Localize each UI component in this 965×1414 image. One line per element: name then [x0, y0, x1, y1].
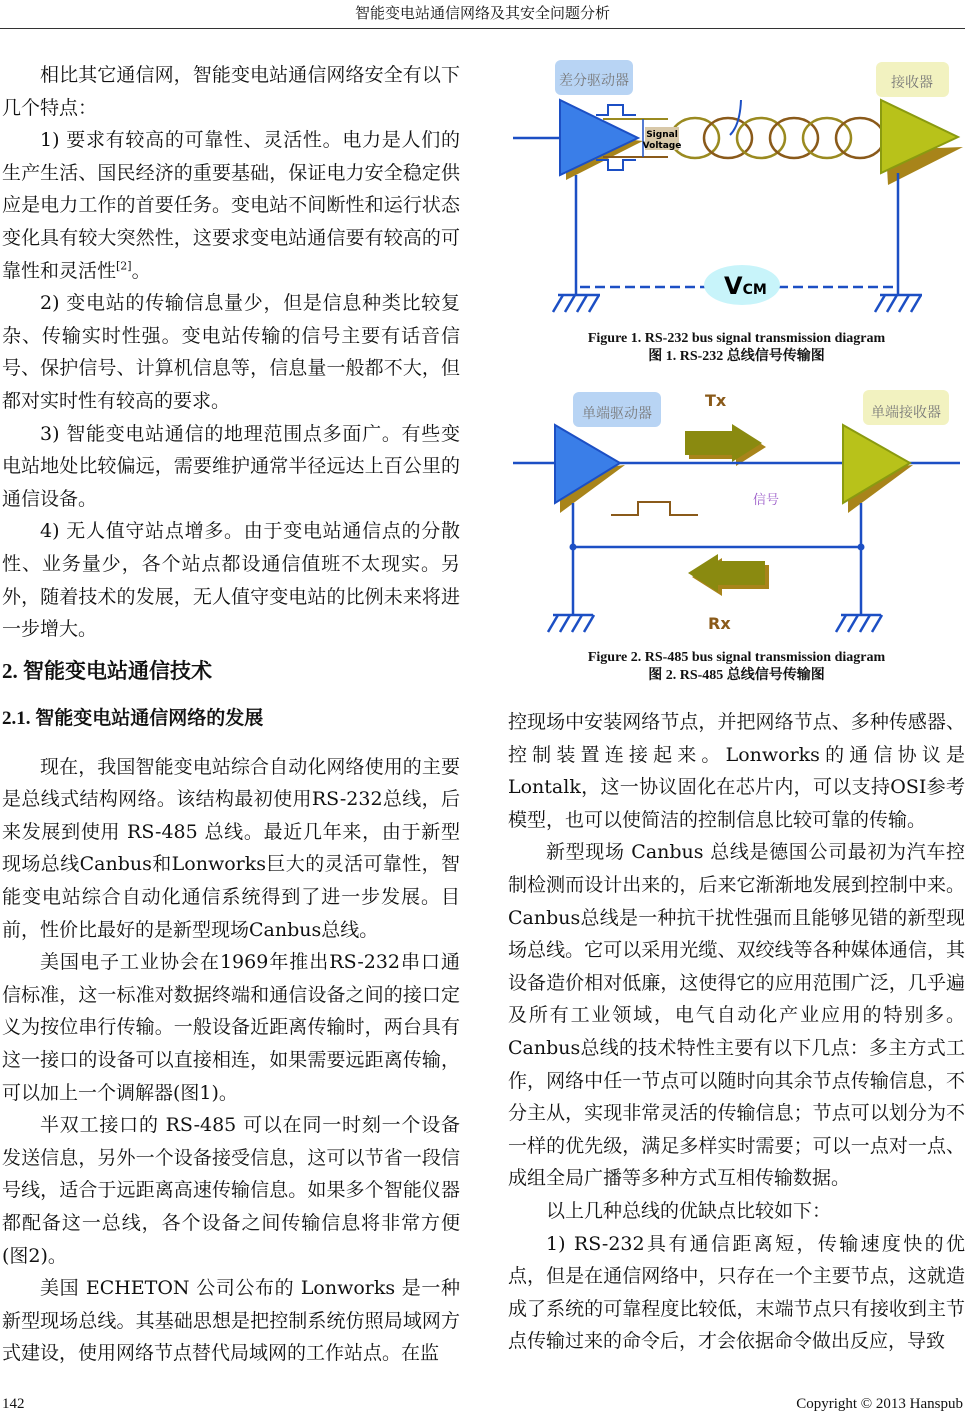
receiver-label: 单端接收器 — [871, 405, 941, 421]
figure-1-diagram — [508, 55, 965, 315]
paragraph: 1) RS-232具有通信距离短，传输速度快的优点，但是在通信网络中，只存在一个主要节点，这就造成了系统的可靠程度比较低，末端节点只有接收到主节点传输过来的命令后，才会依据命令做出反应，导致 — [508, 1232, 965, 1353]
ground-icon — [553, 295, 600, 312]
paragraph: 4) 无人值守站点增多。由于变电站通信点的分散性、业务量少，各个站点都设通信值班不太现实。另外，随着技术的发展，无人值守变电站的比例未来将进一步增大。 — [2, 520, 460, 641]
ground-icon — [875, 295, 922, 312]
figure-2-caption-en: Figure 2. RS-485 bus signal transmission diagram — [587, 650, 886, 665]
paragraph: 2) 变电站的传输信息量少，但是信息种类比较复杂、传输实时性强。变电站传输的信号主要有话音信号、保护信号、计算机信息等，信息量一般都不大，但都对实时性有较高的要求。 — [2, 292, 460, 412]
running-header: 智能变电站通信网络及其安全问题分析 — [354, 4, 610, 22]
ground-icon — [548, 615, 594, 632]
voltage-label: Voltage — [642, 141, 682, 151]
paragraph-text: 。 — [131, 259, 151, 282]
ground-icon — [836, 615, 882, 632]
signal-label: 信号 — [753, 493, 780, 508]
driver-triangle-icon — [560, 100, 638, 175]
receiver-label: 接收器 — [891, 75, 933, 91]
paragraph: 3) 智能变电站通信的地理范围点多面广。有些变电站地处比较偏远，需要维护通常半径远达上百公里的通信设备。 — [2, 422, 460, 510]
paragraph: 美国 ECHETON 公司公布的 Lonworks 是一种新型现场总线。其基础思想是把控制系统仿照局域网方式建设，使用网络节点替代局域网的工作站点。在监 — [2, 1277, 460, 1365]
section-heading: 2. 智能变电站通信技术 — [2, 658, 212, 683]
paragraph: 美国电子工业协会在1969年推出RS-232串口通信标准，这一标准对数据终端和通信设备之间的接口定义为按位串行传输。一般设备近距离传输时，两台具有这一接口的设备可以直接相连，如果需要远距离传输，可以加上一个调解器(图1)。 — [2, 951, 460, 1104]
paragraph: 现在，我国智能变电站综合自动化网络使用的主要是总线式结构网络。该结构最初使用RS-232总线，后来发展到使用 RS-485 总线。最近几年来，由于新型现场总线Canbus和Lonworks巨大的灵活可靠性，智能变电站综合自动化通信系统得到了进一步发展。目前，性价比最好的是新型现场Canbus总线。 — [2, 755, 460, 941]
header-divider — [0, 28, 965, 29]
figure-2-caption-zh: 图 2. RS-485 总线信号传输图 — [648, 668, 825, 683]
paragraph: 控现场中安装网络节点，并把网络节点、多种传感器、控制装置连接起来。Lonworks的通信协议是Lontalk，这一协议固化在芯片内，可以支持OSI参考模型，也可以使简洁的控制信息比较可靠的传输。 — [508, 711, 965, 831]
left-column — [2, 59, 460, 1370]
paragraph — [2, 124, 460, 287]
paragraph-text: 1) 要求有较高的可靠性、灵活性。电力是人们的生产生活、国民经济的重要基础，保证电力安全稳定供应是电力工作的首要任务。变电站不间断性和运行状态变化具有较大突然性，这要求变电站通信要有较高的可靠性和灵活性 — [2, 129, 460, 282]
citation[interactable]: [2] — [116, 259, 132, 273]
paragraph: 以上几种总线的优缺点比较如下： — [546, 1199, 832, 1222]
page-number: 142 — [2, 1396, 25, 1412]
paragraph: 相比其它通信网，智能变电站通信网络安全有以下几个特点： — [2, 64, 460, 119]
driver-label: 单端驱动器 — [582, 406, 652, 422]
copyright: Copyright © 2013 Hanspub — [796, 1396, 963, 1412]
figure-1-caption-en: Figure 1. RS-232 bus signal transmission diagram — [587, 331, 886, 346]
right-column — [508, 706, 965, 1358]
tx-label: Tx — [705, 391, 727, 410]
paragraph: 新型现场 Canbus 总线是德国公司最初为汽车控制检测而设计出来的，后来它渐渐地发展到控制中来。Canbus总线是一种抗干扰性强而且能够见错的新型现场总线。它可以采用光缆、双绞线等各种媒体通信，其设备造价相对低廉，这使得它的应用范围广泛，几乎遍及所有工业领域，电气自动化产业应用的特别多。Canbus总线的技术特性主要有以下几点：多主方式工作，网络中任一节点可以随时向其余节点传输信息，不分主从，实现非常灵活的传输信息；节点可以划分为不一样的优先级，满足多样实时需要；可以一点对一点、成组全局广播等多种方式互相传输数据。 — [508, 841, 965, 1190]
paragraph: 半双工接口的 RS-485 可以在同一时刻一个设备发送信息，另外一个设备接受信息，这可以节省一段信号线，适合于远距离高速传输信息。如果多个智能仪器都配备这一总线，各个设备之间传输信息将非常方便(图2)。 — [2, 1114, 460, 1267]
subsection-heading: 2.1. 智能变电站通信网络的发展 — [2, 707, 264, 729]
rx-label: Rx — [708, 614, 731, 633]
signal-label: Signal — [646, 130, 678, 140]
driver-label: 差分驱动器 — [559, 73, 629, 89]
figure-2-diagram — [508, 385, 965, 640]
vcm-label: VCM — [724, 272, 767, 300]
figure-1-caption-zh: 图 1. RS-232 总线信号传输图 — [648, 349, 825, 364]
